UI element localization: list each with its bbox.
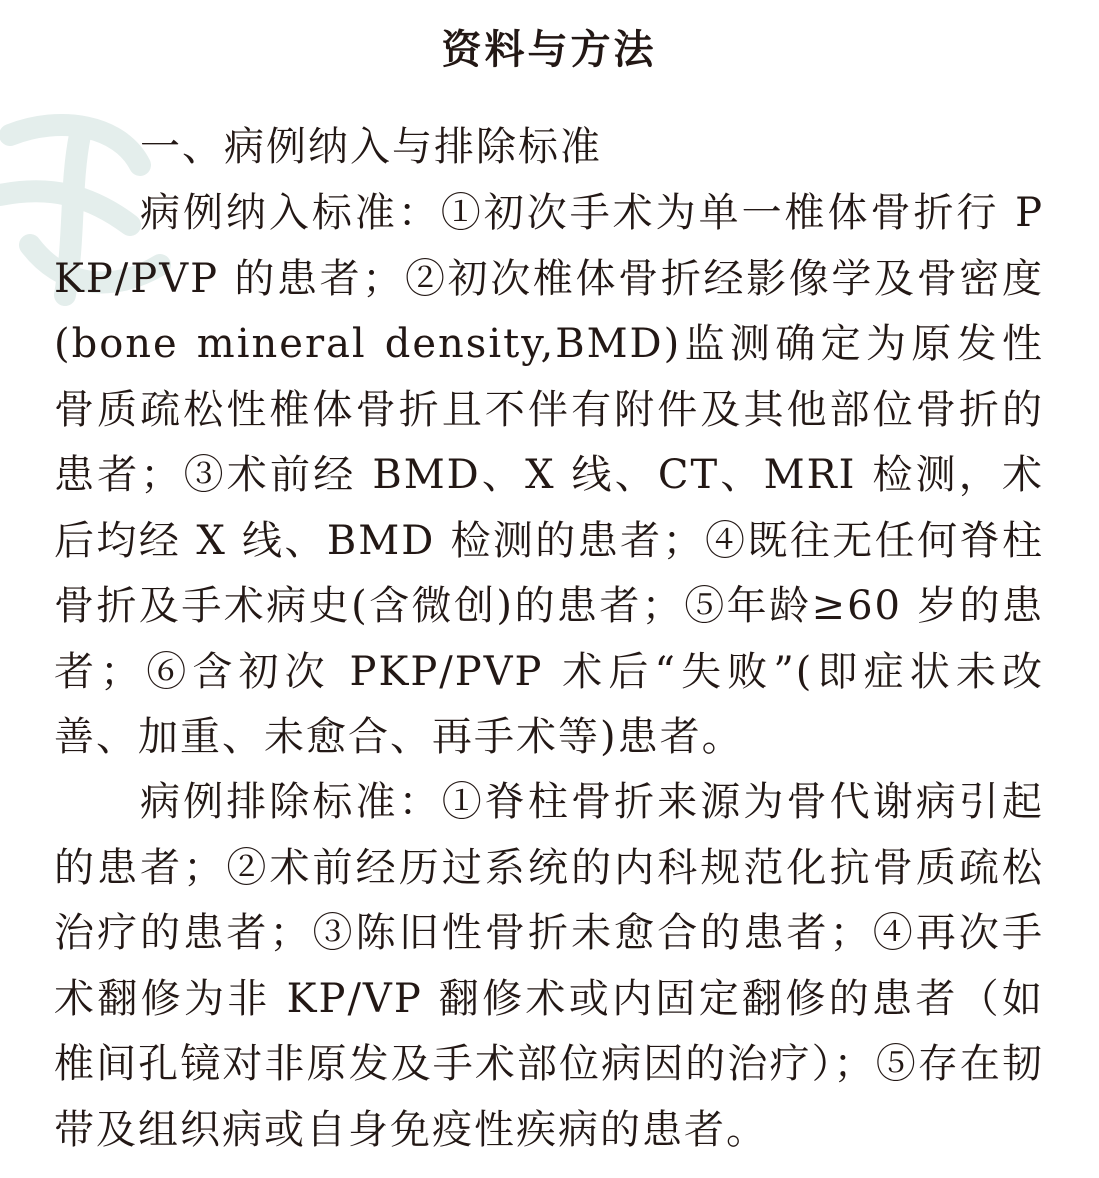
subsection-heading: 一、病例纳入与排除标准 [140,124,602,170]
exclusion-criteria-paragraph: 病例排除标准：①脊柱骨折来源为骨代谢病引起的患者；②术前经历过系统的内科规范化抗骨质疏松治疗的患者；③陈旧性骨折未愈合的患者；④再次手术翻修为非 KP/VP 翻修术或内固定翻修的患者（如椎间孔镜对非原发及手术部位病因的治疗）；⑤存在韧带及组织病或自身免疫性疾病的患者。 [54,779,1044,1153]
section-title: 资料与方法 [441,27,657,73]
inclusion-criteria-paragraph: 病例纳入标准：①初次手术为单一椎体骨折行 PKP/PVP 的患者；②初次椎体骨折经影像学及骨密度(bone mineral density,BMD)监测确定为原发性骨质疏松性椎体骨折且不伴有附件及其他部位骨折的患者；③术前经 BMD、X 线、CT、MRI 检测，术后均经 X 线、BMD 检测的患者；④既往无任何脊柱骨折及手术病史(含微创)的患者；⑤年龄≥60 岁的患者；⑥含初次 PKP/PVP 术后“失败”(即症状未改善、加重、未愈合、再手术等)患者。 [54,190,1044,760]
